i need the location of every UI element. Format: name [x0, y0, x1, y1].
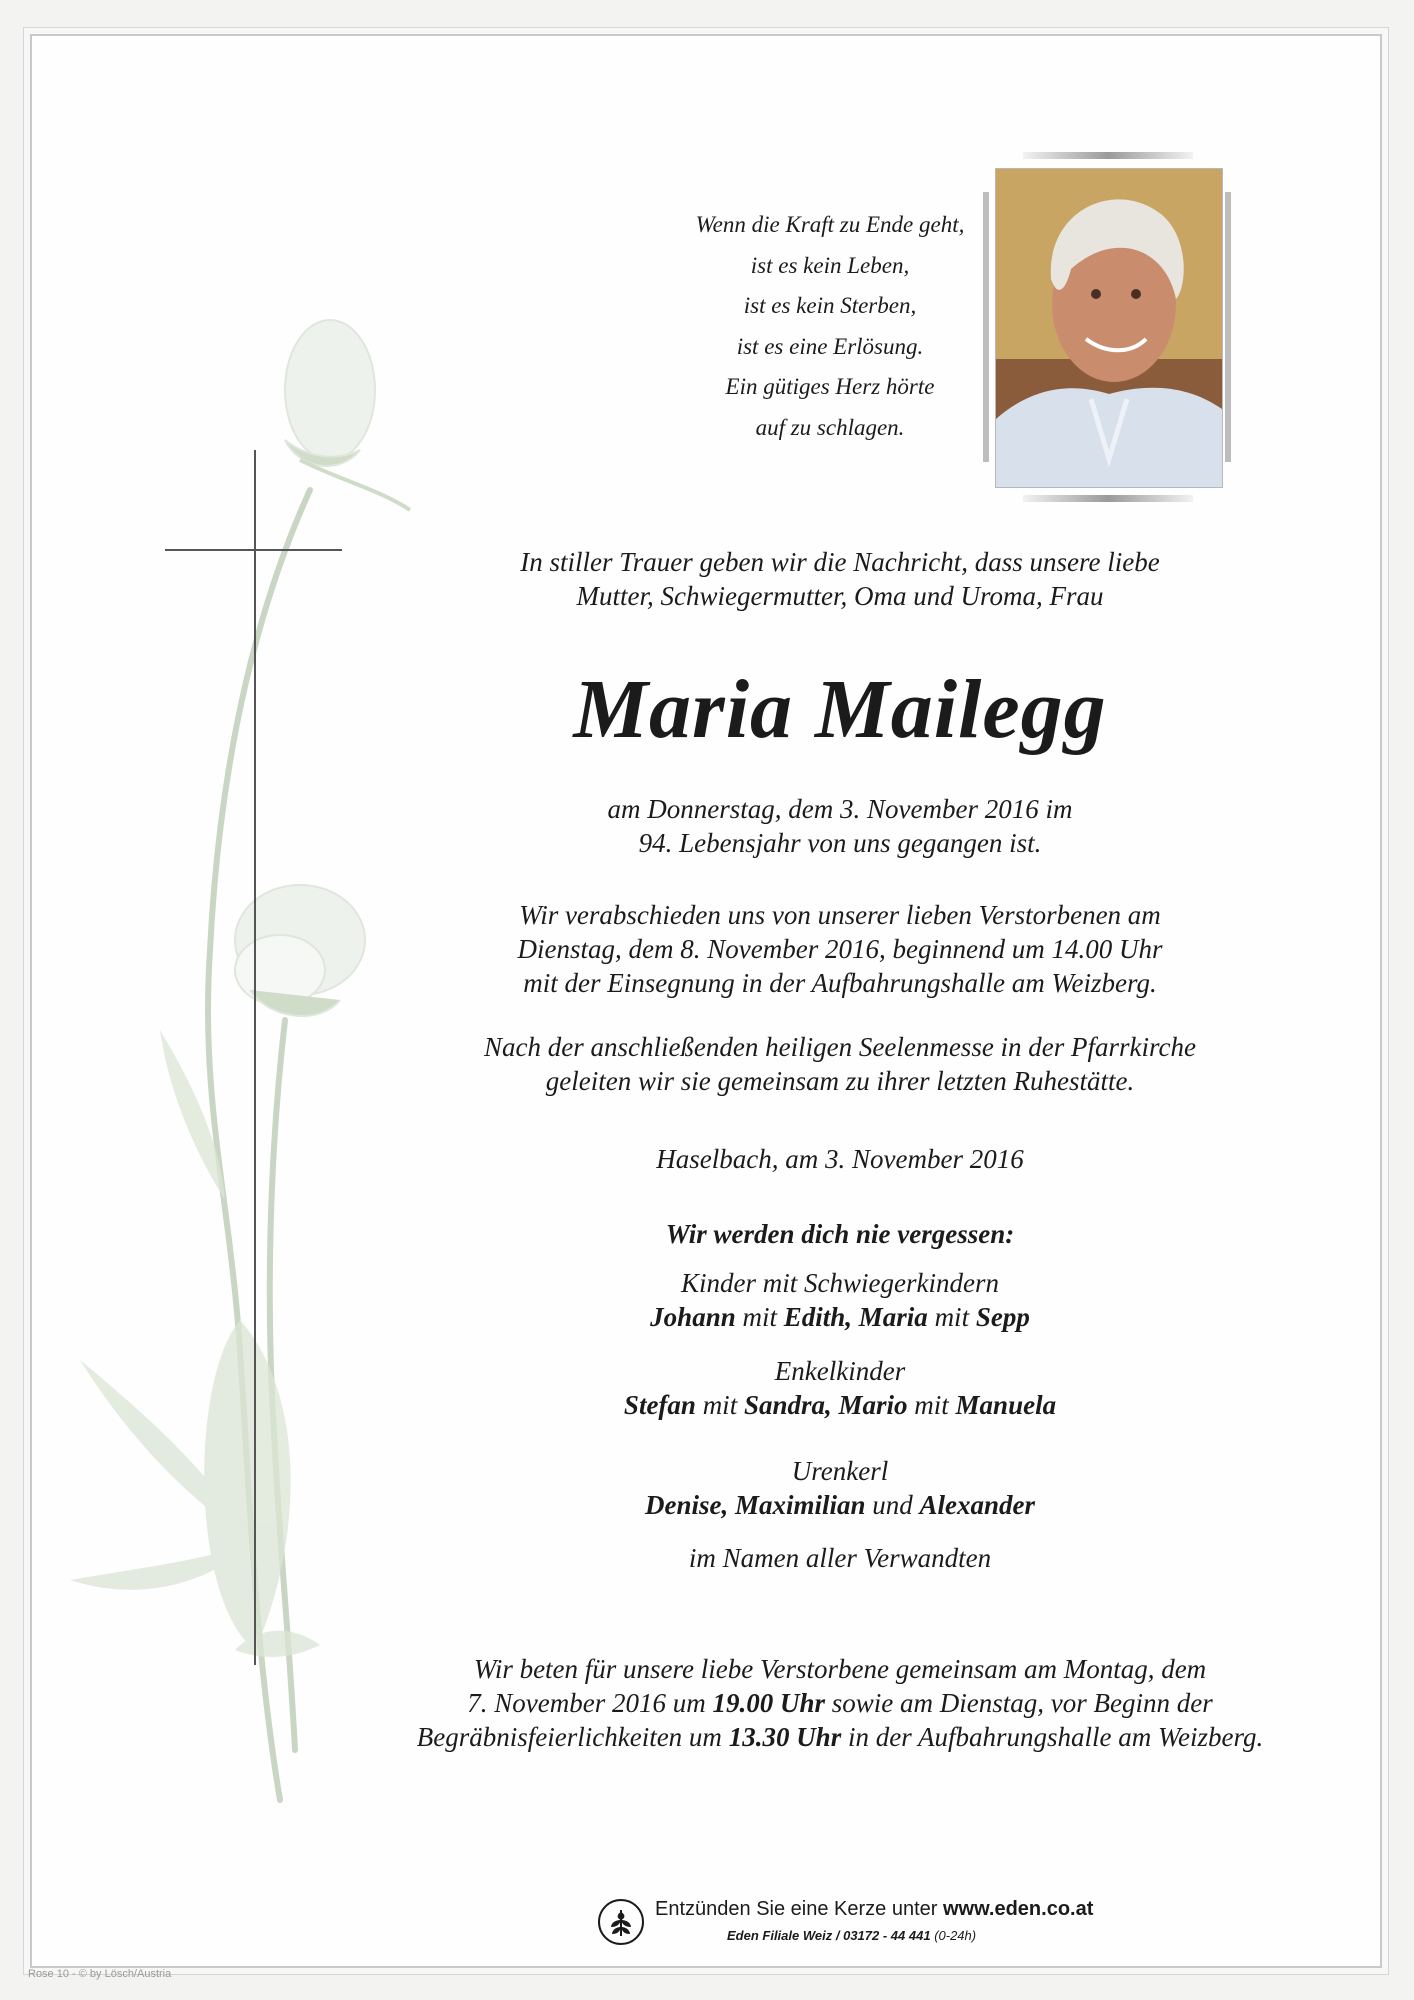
prayer-time: 19.00 Uhr	[712, 1688, 826, 1718]
mass-line: geleiten wir sie gemeinsam zu ihrer letzten Ruhestätte.	[545, 1066, 1135, 1096]
poem-line: ist es kein Sterben,	[743, 293, 917, 318]
death-line: am Donnerstag, dem 3. November 2016 im	[607, 794, 1073, 824]
family-children	[380, 1266, 1300, 1334]
phone-number: 03172 - 44 441	[843, 1928, 931, 1943]
poem-line: Ein gütiges Herz hörte	[725, 374, 935, 399]
poem-line: ist es eine Erlösung.	[736, 333, 924, 359]
mass-text	[380, 1030, 1300, 1098]
candle-text: Entzünden Sie eine Kerze unter	[655, 1898, 938, 1920]
place-date-line: Haselbach, am 3. November 2016	[656, 1144, 1024, 1174]
death-line: 94. Lebensjahr von uns gegangen ist.	[638, 828, 1042, 858]
great-names	[380, 1488, 1300, 1522]
never-forget-heading	[380, 1217, 1300, 1251]
cross-vertical	[254, 450, 256, 1665]
poem-line: ist es kein Leben,	[750, 252, 910, 278]
prayer-fragment: 7. November 2016 um	[467, 1688, 706, 1718]
connector: mit	[742, 1302, 777, 1332]
prayer-text	[330, 1652, 1350, 1754]
intro-line: Mutter, Schwiegermutter, Oma und Uroma, Frau	[576, 581, 1104, 611]
farewell-line: Dienstag, dem 8. November 2016, beginnend um 14.00 Uhr	[517, 934, 1163, 964]
prayer-line	[330, 1686, 1350, 1720]
poem-line: auf zu schlagen.	[755, 414, 905, 440]
connector: mit	[934, 1302, 970, 1332]
closing-line: im Namen aller Verwandten	[688, 1543, 992, 1573]
family-name: Maria	[858, 1302, 928, 1332]
family-name: Edith,	[783, 1302, 853, 1332]
candle-line	[655, 1898, 1093, 1921]
connector: und	[872, 1490, 913, 1520]
prayer-fragment: sowie am Dienstag, vor Beginn der	[831, 1688, 1213, 1718]
family-name: Alexander	[919, 1490, 1036, 1520]
family-name: Maximilian	[734, 1490, 866, 1520]
prayer-fragment: Begräbnisfeierlichkeiten um	[416, 1722, 722, 1752]
poem-line: Wenn die Kraft zu Ende geht,	[695, 212, 965, 237]
prayer-line	[330, 1720, 1350, 1754]
separator: ,	[721, 1490, 729, 1520]
never-forget-line: Wir werden dich nie vergessen:	[665, 1219, 1015, 1249]
mass-line: Nach der anschließenden heiligen Seelenmesse in der Pfarrkirche	[483, 1032, 1197, 1062]
design-credit: Rose 10 - © by Lösch/Austria	[28, 1968, 172, 1980]
family-name: Stefan	[623, 1390, 696, 1420]
farewell-line: Wir verabschieden uns von unserer lieben Verstorbenen am	[519, 900, 1161, 930]
deceased-portrait-photo	[995, 168, 1223, 488]
family-name: Manuela	[955, 1390, 1057, 1420]
prayer-time: 13.30 Uhr	[728, 1722, 842, 1752]
death-text	[380, 792, 1300, 860]
grandchildren-names	[380, 1388, 1300, 1422]
family-name: Johann	[650, 1302, 736, 1332]
intro-text	[380, 545, 1300, 613]
children-label: Kinder mit Schwiegerkindern	[681, 1268, 999, 1298]
prayer-fragment: in der Aufbahrungshalle am Weizberg.	[847, 1722, 1264, 1752]
grandchildren-label: Enkelkinder	[774, 1356, 906, 1386]
cross-horizontal	[165, 549, 342, 551]
children-names	[380, 1300, 1300, 1334]
closing-text	[380, 1541, 1300, 1575]
farewell-text	[380, 898, 1300, 1000]
great-label: Urenkerl	[791, 1456, 889, 1486]
eden-link[interactable]: www.eden.co.at	[942, 1898, 1094, 1920]
family-great-grandchildren	[380, 1454, 1300, 1522]
eden-leaf-icon	[597, 1898, 645, 1946]
family-name: Mario	[838, 1390, 908, 1420]
connector: mit	[914, 1390, 949, 1420]
branch-line	[727, 1928, 976, 1943]
branch-name: Eden Filiale Weiz /	[727, 1928, 840, 1943]
connector: mit	[702, 1390, 738, 1420]
place-date	[380, 1142, 1300, 1176]
prayer-line: Wir beten für unsere liebe Verstorbene gemeinsam am Montag, dem	[473, 1654, 1207, 1684]
farewell-line: mit der Einsegnung in der Aufbahrungshalle am Weizberg.	[523, 968, 1157, 998]
intro-line: In stiller Trauer geben wir die Nachricht, dass unsere liebe	[520, 547, 1160, 577]
deceased-name: Maria Mailegg	[573, 663, 1107, 756]
family-grandchildren	[380, 1354, 1300, 1422]
family-name: Sandra,	[743, 1390, 832, 1420]
family-name: Denise	[644, 1490, 722, 1520]
hours: (0-24h)	[934, 1928, 977, 1943]
family-name: Sepp	[975, 1302, 1030, 1332]
